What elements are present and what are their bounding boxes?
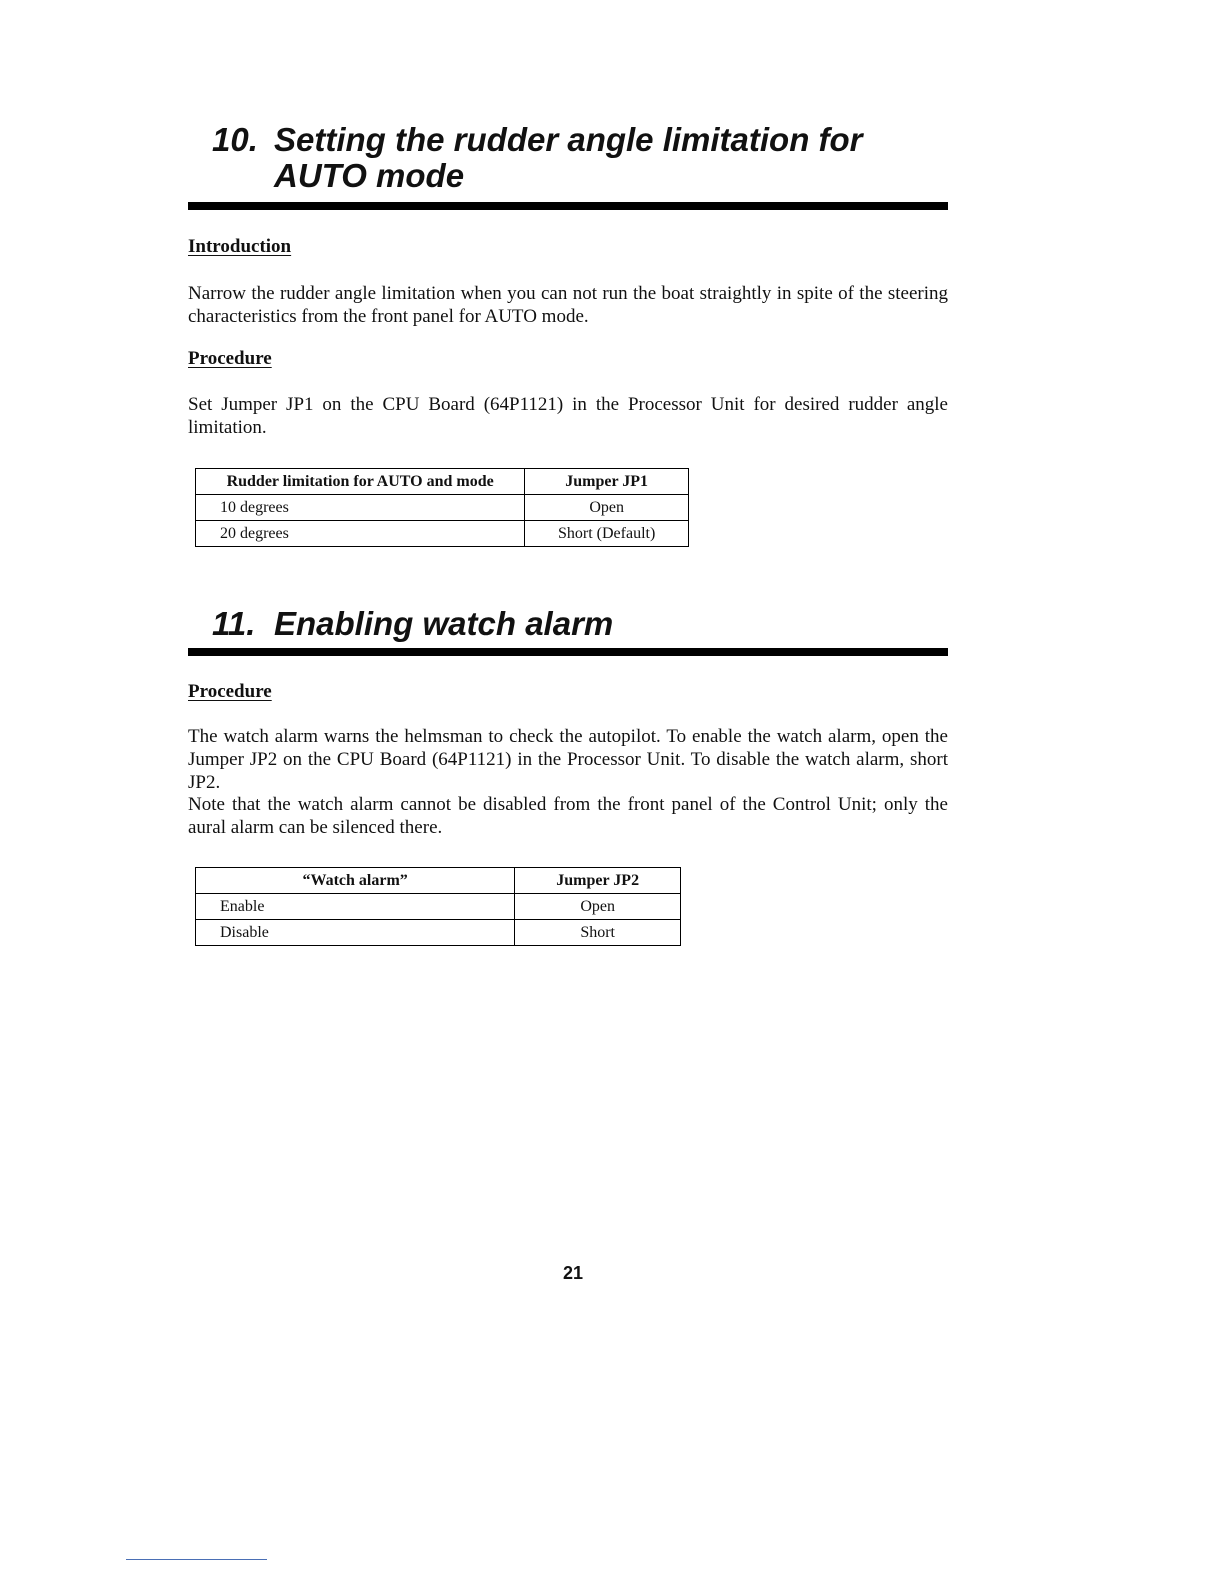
table-header-cell: Jumper JP1 xyxy=(525,469,689,495)
procedure-text-10: Set Jumper JP1 on the CPU Board (64P1121) in the Processor Unit for desired rudder angle limitation. xyxy=(188,394,948,438)
page-number: 21 xyxy=(562,1263,584,1283)
procedure-text-11a: The watch alarm warns the helmsman to check the autopilot. To enable the watch alarm, open the Jumper JP2 on the CPU Board (64P1121) in the Processor Unit. To disable the watch alarm, short JP2. xyxy=(188,726,948,793)
table-cell: Enable xyxy=(196,894,515,920)
section-10-title-line2: AUTO mode xyxy=(274,157,465,194)
table-row xyxy=(196,920,681,946)
table-cell: Short (Default) xyxy=(525,521,689,547)
table-header-cell: Jumper JP2 xyxy=(515,868,681,894)
section-10-title-line1: Setting the rudder angle limitation for xyxy=(274,121,863,158)
jp1-table xyxy=(195,468,689,547)
table-header-cell: “Watch alarm” xyxy=(196,868,515,894)
section-11-divider xyxy=(188,648,948,656)
jp2-table xyxy=(195,867,681,946)
table-row xyxy=(196,894,681,920)
table-header-cell: Rudder limitation for AUTO and mode xyxy=(196,469,525,495)
section-10-heading xyxy=(212,122,972,202)
section-11-number: 11. xyxy=(212,605,256,642)
procedure-text-11b: Note that the watch alarm cannot be disabled from the front panel of the Control Unit; only the aural alarm can be silenced there. xyxy=(188,794,948,838)
table-cell: Disable xyxy=(196,920,515,946)
table-cell: Short xyxy=(515,920,681,946)
procedure-heading-11: Procedure xyxy=(188,681,272,702)
procedure-heading-10: Procedure xyxy=(188,348,272,369)
table-cell: 20 degrees xyxy=(196,521,525,547)
table-row xyxy=(196,521,689,547)
table-cell: Open xyxy=(525,495,689,521)
table-cell: 10 degrees xyxy=(196,495,525,521)
footer-line xyxy=(126,1559,267,1560)
introduction-heading: Introduction xyxy=(188,236,292,257)
section-10-number: 10. xyxy=(212,121,258,158)
table-cell: Open xyxy=(515,894,681,920)
introduction-text: Narrow the rudder angle limitation when you can not run the boat straightly in spite of the steering characteristics from the front panel for AUTO mode. xyxy=(188,283,948,327)
section-10-divider xyxy=(188,202,948,210)
section-11-heading xyxy=(212,606,972,646)
table-row xyxy=(196,495,689,521)
section-11-title: Enabling watch alarm xyxy=(274,605,614,642)
table-header-row xyxy=(196,469,689,495)
table-header-row xyxy=(196,868,681,894)
